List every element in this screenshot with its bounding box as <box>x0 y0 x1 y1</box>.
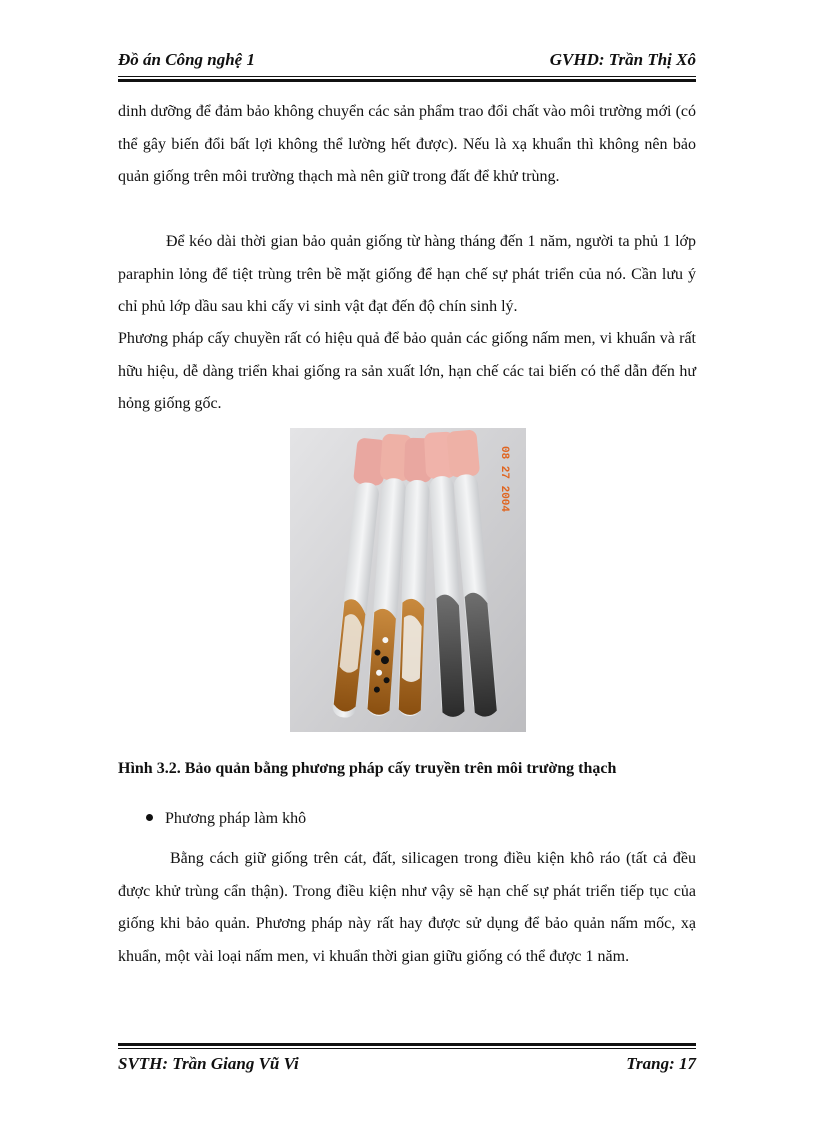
footer-page-number: Trang: 17 <box>626 1054 696 1073</box>
page-header <box>118 50 696 74</box>
footer-rule-thick <box>118 1043 696 1046</box>
footer-student-name: SVTH: Trần Giang Vũ Vi <box>118 1054 299 1073</box>
footer-rule-thin <box>118 1048 696 1049</box>
page-footer <box>118 1054 696 1078</box>
test-tubes-photo <box>290 428 526 732</box>
paragraph-4: Bằng cách giữ giống trên cát, đất, silicagen trong điều kiện khô ráo (tất cả đều được khử trùng cẩn thận). Trong điều kiện như vậy sẽ hạn chế sự phát triển tiếp tục của giống khi bảo quản. Phương pháp này rất hay được sử dụng để bảo quản nấm mốc, xạ khuẩn, một vài loại nấm men, vi khuẩn thời gian giữu giống có thể được 1 năm. <box>118 850 696 965</box>
paragraph-3: Phương pháp cấy chuyền rất có hiệu quả để bảo quản các giống nấm men, vi khuẩn và rất hữu hiệu, dễ dàng triển khai giống ra sản xuất lớn, hạn chế các tai biến có thể dẫn đến hư hỏng giống gốc. <box>118 330 696 412</box>
header-rule-thin <box>118 76 696 77</box>
paragraph-1: dinh dưỡng để đảm bảo không chuyển các sản phẩm trao đổi chất vào môi trường mới (có thể gây biến đổi bất lợi không thể lường hết được). Nếu là xạ khuẩn thì không nên bảo quản giống trên môi trường thạch mà nên giữ trong đất để khử trùng. <box>118 103 696 185</box>
bullet-item <box>146 810 306 828</box>
bullet-label: Phương pháp làm khô <box>165 810 307 827</box>
header-left-title: Đồ án Công nghệ 1 <box>118 50 255 69</box>
bullet-dot-icon <box>146 814 153 821</box>
header-rule-thick <box>118 79 696 82</box>
photo-date-stamp: 08 27 2004 <box>498 446 510 513</box>
figure-caption: Hình 3.2. Bảo quản bằng phương pháp cấy truyền trên môi trường thạch <box>118 760 617 777</box>
header-right-advisor: GVHD: Trần Thị Xô <box>549 50 696 69</box>
paragraph-2: Để kéo dài thời gian bảo quản giống từ hàng tháng đến 1 năm, người ta phủ 1 lớp paraphin lỏng để tiệt trùng trên bề mặt giống để hạn chế sự phát triển của nó. Cần lưu ý chỉ phủ lớp dầu sau khi cấy vi sinh vật đạt đến độ chín sinh lý. <box>118 233 696 315</box>
